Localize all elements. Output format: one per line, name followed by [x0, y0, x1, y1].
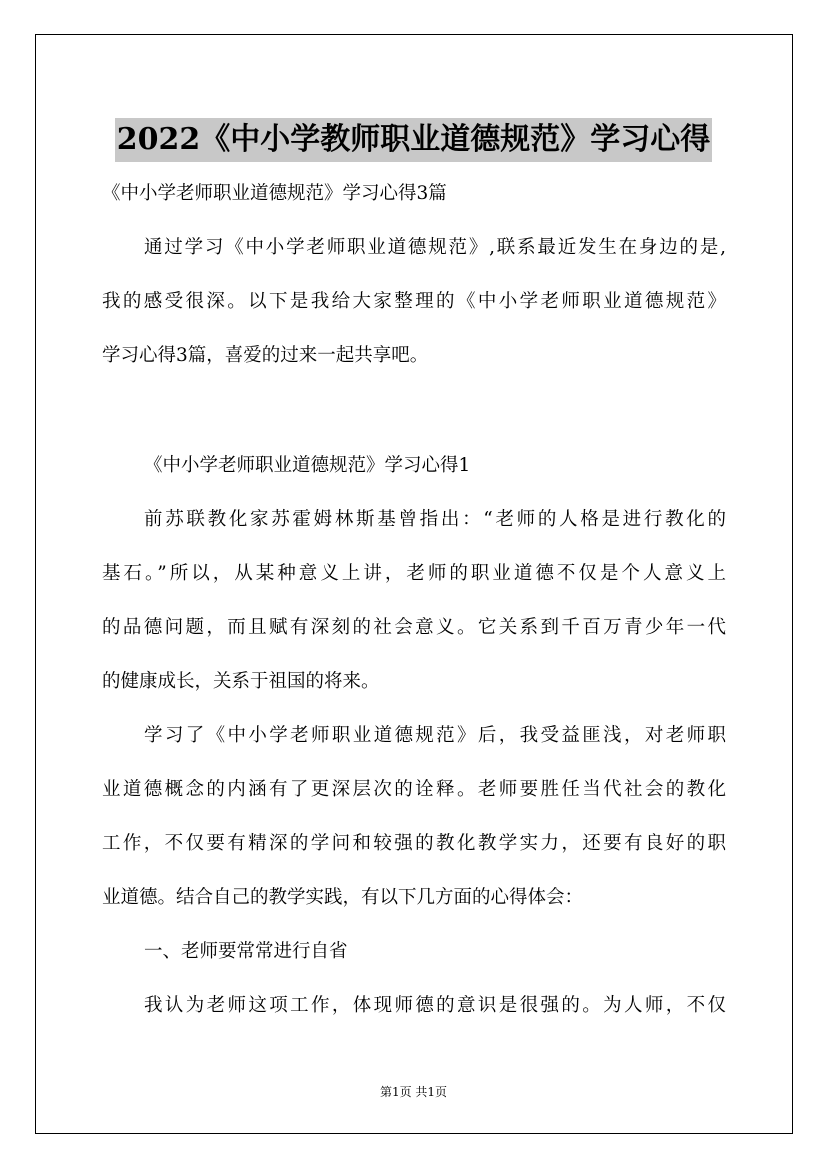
paragraph-line: 的品德问题，而且赋有深刻的社会意义。它关系到千百万青少年一代 — [102, 617, 726, 638]
paragraph-line: 学习心得3篇，喜爱的过来一起共享吧。 — [102, 345, 429, 366]
paragraph-line: 业道德。结合自己的教学实践，有以下几方面的心得体会： — [102, 887, 584, 908]
title-wrap — [0, 98, 827, 182]
subtitle-line: 《中小学老师职业道德规范》学习心得3篇 — [102, 183, 447, 204]
document-title: 2022《中小学教师职业道德规范》学习心得 — [115, 118, 713, 162]
section-heading: 《中小学老师职业道德规范》学习心得1 — [144, 455, 471, 476]
paragraph-line: 工作，不仅要有精深的学问和较强的教化教学实力，还要有良好的职 — [102, 833, 726, 854]
paragraph-line: 学习了《中小学老师职业道德规范》后，我受益匪浅，对老师职 — [144, 725, 726, 746]
section-heading: 一、老师要常常进行自省 — [144, 941, 348, 962]
paragraph-line: 前苏联教化家苏霍姆林斯基曾指出：“老师的人格是进行教化的 — [144, 509, 726, 530]
paragraph-line: 我的感受很深。以下是我给大家整理的《中小学老师职业道德规范》 — [102, 291, 726, 312]
paragraph-line: 通过学习《中小学老师职业道德规范》,联系最近发生在身边的是, — [144, 237, 726, 258]
paragraph-line: 基石。”所以，从某种意义上讲，老师的职业道德不仅是个人意义上 — [102, 563, 726, 584]
paragraph-line: 的健康成长，关系于祖国的将来。 — [102, 671, 380, 692]
page-footer: 第1页 共1页 — [379, 1085, 448, 1099]
paragraph-line: 我认为老师这项工作，体现师德的意识是很强的。为人师，不仅 — [144, 995, 726, 1016]
paragraph-line: 业道德概念的内涵有了更深层次的诠释。老师要胜任当代社会的教化 — [102, 779, 726, 800]
